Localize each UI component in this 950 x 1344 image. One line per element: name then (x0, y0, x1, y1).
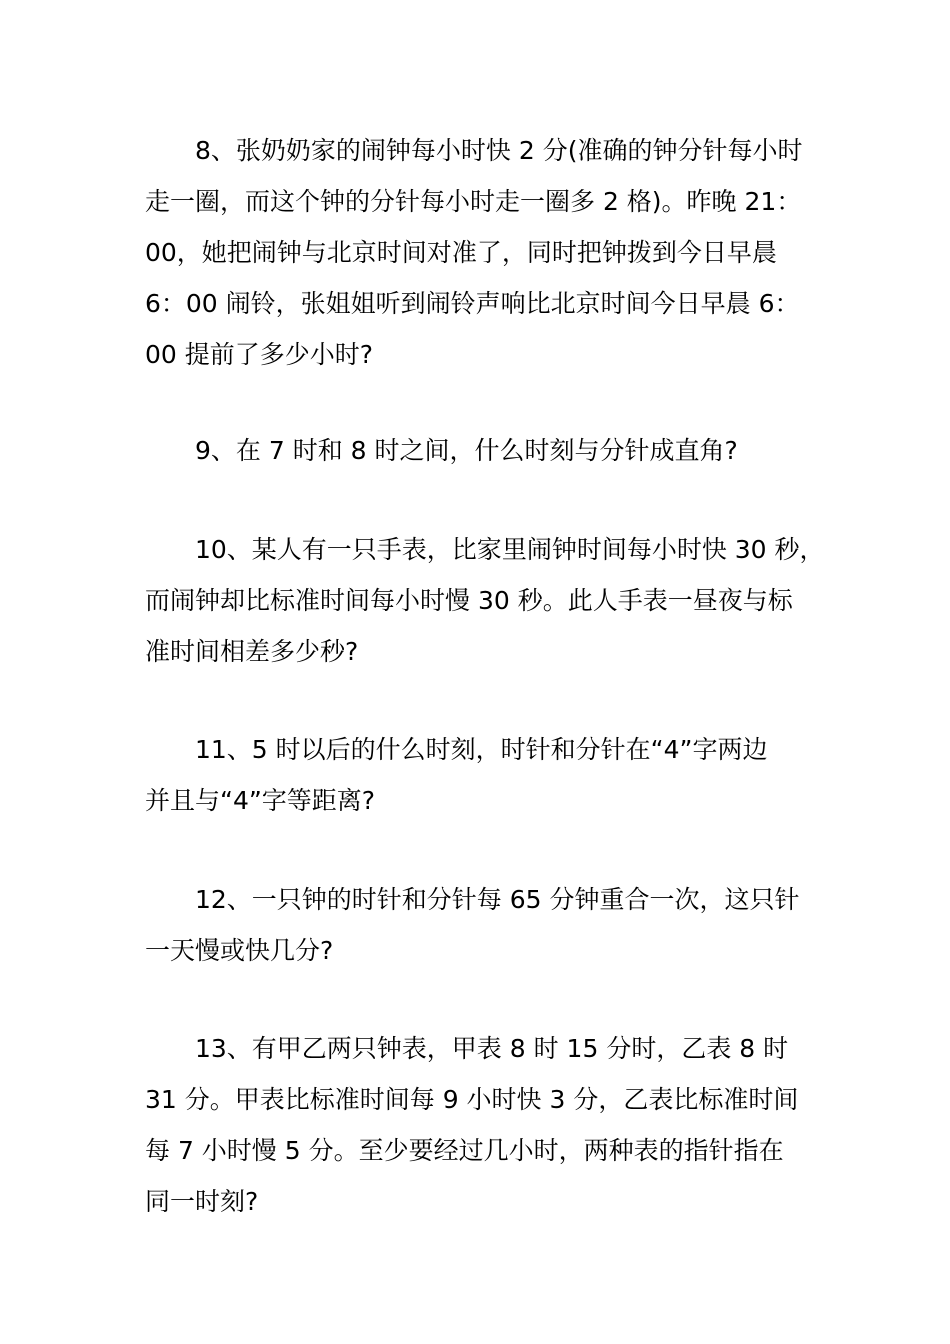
problem-line: 00，她把闹钟与北京时间对准了，同时把钟拨到今日早晨 (145, 238, 777, 267)
problem-line: 并且与“4”字等距离? (145, 786, 376, 815)
problem-line: 准时间相差多少秒? (145, 637, 359, 666)
problem-line: 12、一只钟的时针和分针每 65 分钟重合一次，这只针 (195, 885, 800, 914)
problem-line: 9、在 7 时和 8 时之间，什么时刻与分针成直角? (195, 436, 738, 465)
problem-line: 一天慢或快几分? (145, 936, 334, 965)
problem-line: 每 7 小时慢 5 分。至少要经过几小时，两种表的指针指在 (145, 1136, 784, 1165)
problem-line: 11、5 时以后的什么时刻，时针和分针在“4”字两边 (195, 735, 768, 764)
problem-line: 8、张奶奶家的闹钟每小时快 2 分(准确的钟分针每小时 (195, 136, 803, 165)
problem-line: 而闹钟却比标准时间每小时慢 30 秒。此人手表一昼夜与标 (145, 586, 793, 615)
problem-line: 6：00 闹铃，张姐姐听到闹铃声响比北京时间今日早晨 6： (145, 289, 800, 318)
problem-8 (145, 125, 810, 380)
problem-line: 13、有甲乙两只钟表，甲表 8 时 15 分时，乙表 8 时 (195, 1034, 789, 1063)
problem-line: 走一圈，而这个钟的分针每小时走一圈多 2 格)。昨晚 21： (145, 187, 802, 216)
problem-11 (145, 724, 810, 826)
problem-line: 10、某人有一只手表，比家里闹钟时间每小时快 30 秒， (195, 535, 825, 564)
problem-10 (145, 524, 825, 677)
problem-line: 同一时刻? (145, 1187, 259, 1216)
problem-12 (145, 874, 810, 976)
problem-9 (145, 425, 810, 476)
problem-line: 31 分。甲表比标准时间每 9 小时快 3 分，乙表比标准时间 (145, 1085, 799, 1114)
problem-13 (145, 1023, 810, 1227)
problem-line: 00 提前了多少小时? (145, 340, 374, 369)
